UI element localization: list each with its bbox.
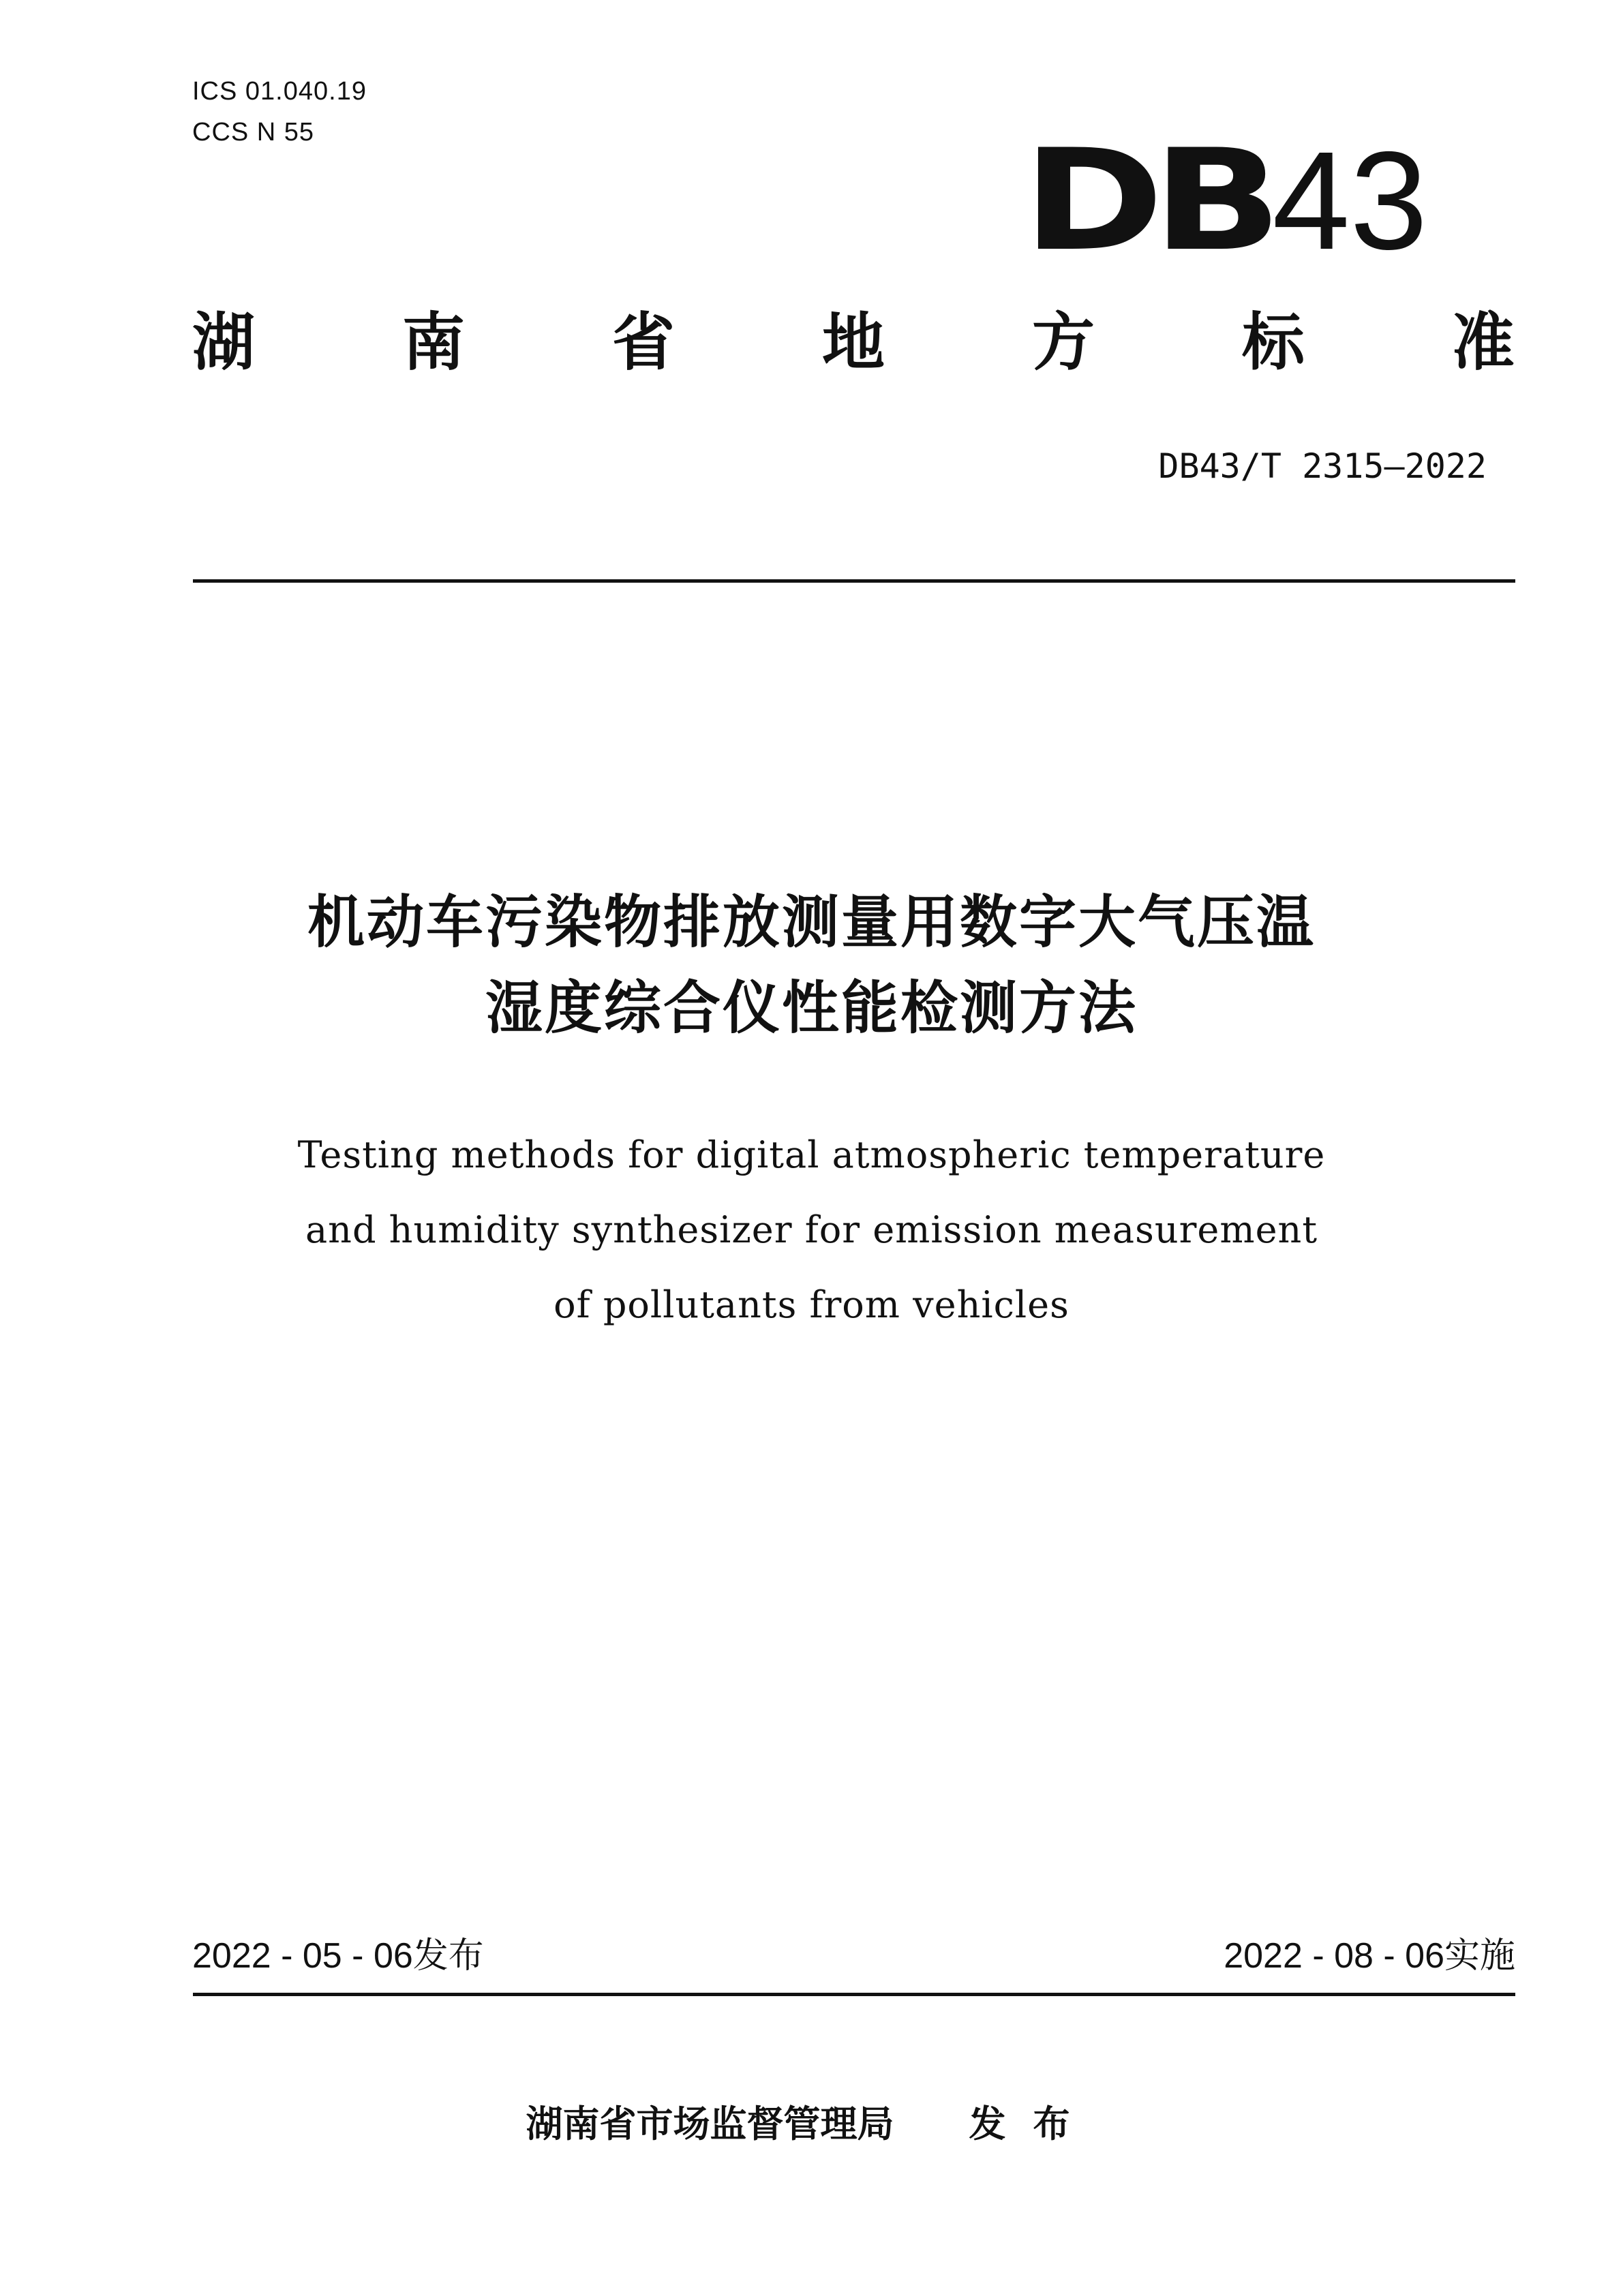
- english-title-line: Testing methods for digital atmospheric temperature: [297, 1133, 1326, 1176]
- chinese-title-line: 湿度综合仪性能检测方法: [485, 975, 1138, 1041]
- standard-type-char: 湖: [192, 306, 256, 379]
- issue-date-value: 2022 - 05 - 06: [192, 1936, 413, 1976]
- issue-label: 发布: [412, 1935, 484, 1976]
- header-divider: [193, 579, 1515, 583]
- publisher-action: 发布: [969, 2102, 1097, 2145]
- publisher-line: [0, 2102, 1623, 2147]
- db43-logo: [1022, 120, 1428, 282]
- logo-letters: DB: [1022, 120, 1271, 282]
- ccs-code: CCS N 55: [192, 118, 315, 147]
- standard-type-char: 地: [821, 306, 885, 379]
- implementation-date: [1224, 1934, 1515, 1978]
- standard-type-char: 方: [1031, 306, 1095, 379]
- chinese-title-line: 机动车污染物排放测量用数字大气压温: [307, 889, 1316, 955]
- standard-type-char: 南: [401, 306, 465, 379]
- issue-date: [192, 1934, 484, 1978]
- ics-code: ICS 01.040.19: [192, 77, 367, 106]
- english-title-line: of pollutants from vehicles: [553, 1283, 1070, 1326]
- chinese-title: [0, 879, 1623, 1051]
- standard-type-char: 省: [611, 306, 675, 379]
- logo-number: 43: [1272, 123, 1428, 279]
- standard-type-char: 准: [1451, 306, 1515, 379]
- standard-type-char: 标: [1241, 306, 1305, 379]
- implementation-date-value: 2022 - 08 - 06: [1224, 1936, 1444, 1976]
- standard-type-heading: [192, 305, 1515, 380]
- english-title-line: and humidity synthesizer for emission measurement: [305, 1208, 1318, 1251]
- implementation-label: 实施: [1444, 1935, 1515, 1976]
- english-title: [0, 1118, 1623, 1343]
- standard-number: DB43/T 2315—2022: [1158, 446, 1487, 486]
- footer-divider: [193, 1993, 1515, 1996]
- publisher-organization: 湖南省市场监督管理局: [526, 2102, 894, 2145]
